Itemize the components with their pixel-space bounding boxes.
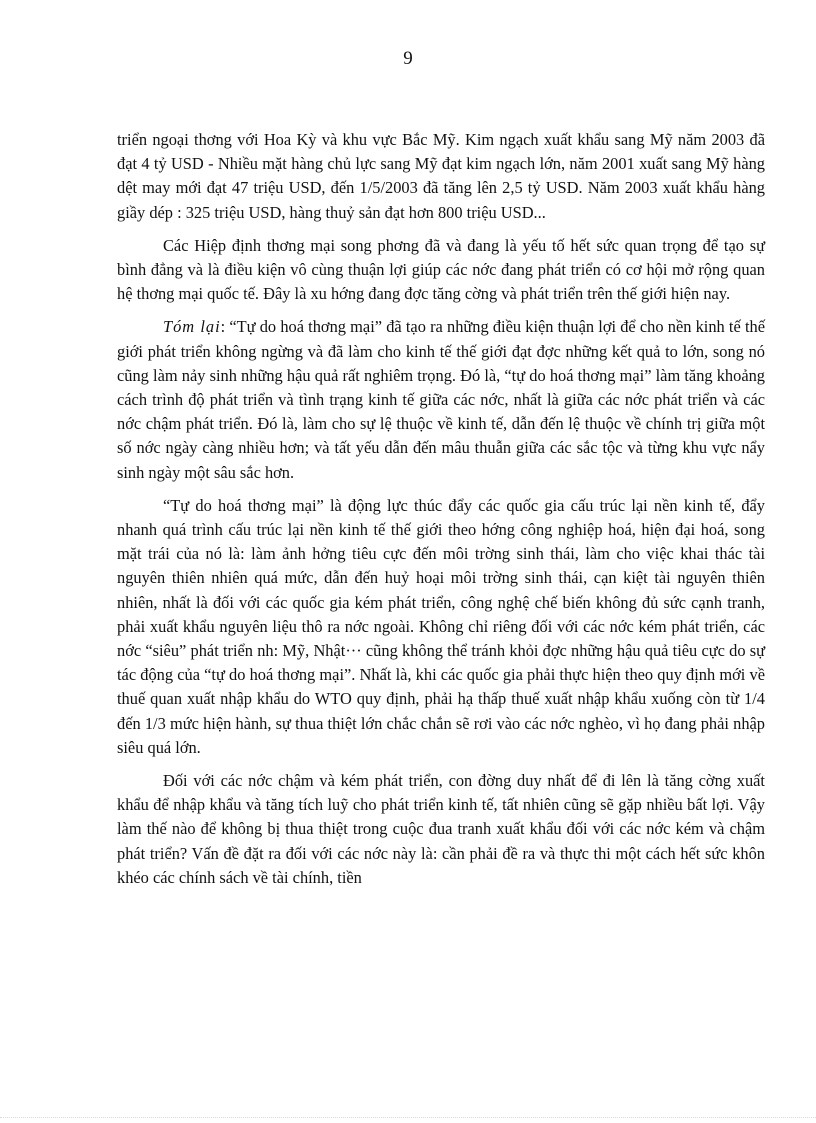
- document-body: [117, 128, 765, 899]
- page-number: 9: [403, 48, 413, 69]
- paragraph-5: Đối với các nớc chậm và kém phát triển, con đờng duy nhất để đi lên là tăng cờng xuất khẩu để nhập khẩu và tăng tích luỹ cho phát triển kinh tế, tất nhiên cũng sẽ gặp nhiều bất lợi. Vậy làm thế nào để không bị thua thiệt trong cuộc đua tranh xuất khẩu đối với các nớc kém và chậm phát triển? Vấn đề đặt ra đối với các nớc này là: cần phải đề ra và thực thi một cách hết sức khôn khéo các chính sách về tài chính, tiền: [117, 771, 765, 887]
- paragraph-3: [117, 315, 765, 484]
- paragraph-1: triển ngoại thơng với Hoa Kỳ và khu vực Bắc Mỹ. Kim ngạch xuất khẩu sang Mỹ năm 2003 đã đạt 4 tỷ USD - Nhiều mặt hàng chủ lực sang Mỹ đạt kim ngạch lớn, năm 2001 xuất sang Mỹ hàng dệt may mới đạt 47 triệu USD, đến 1/5/2003 đã tăng lên 2,5 tỷ USD. Năm 2003 xuất khẩu hàng giầy dép : 325 triệu USD, hàng thuỷ sản đạt hơn 800 triệu USD...: [117, 130, 765, 222]
- summary-lead: Tóm lại: [163, 317, 221, 337]
- paragraph-2: Các Hiệp định thơng mại song phơng đã và đang là yếu tố hết sức quan trọng để tạo sự bình đẳng và là điều kiện vô cùng thuận lợi giúp các nớc đang phát triển có cơ hội mở rộng quan hệ thơng mại quốc tế. Đây là xu hớng đang đợc tăng cờng và phát triển trên thế giới hiện nay.: [117, 235, 765, 304]
- paragraph-3-text: : “Tự do hoá thơng mại” đã tạo ra những điều kiện thuận lợi để cho nền kinh tế thế giới phát triển không ngừng và đã làm cho kinh tế thế giới đạt đợc những kết quả to lớn, song nó cũng làm nảy sinh những hậu quả rất nghiêm trọng. Đó là, “tự do hoá thơng mại” làm tăng khoảng cách trình độ phát triển và tình trạng kinh tế giữa các nớc, nhất là giữa các nớc phát triển và các nớc chậm phát triển. Đó là, làm cho sự lệ thuộc về kinh tế, dẫn đến lệ thuộc về chính trị giữa một số nớc ngày càng nhiều hơn; và tất yếu dẫn đến mâu thuẫn giữa các sắc tộc và từng khu vực nẩy sinh ngày một sâu sắc hơn.: [117, 317, 765, 482]
- paragraph-4: “Tự do hoá thơng mại” là động lực thúc đẩy các quốc gia cấu trúc lại nền kinh tế, đẩy nhanh quá trình cấu trúc lại nền kinh tế thế giới theo hớng công nghiệp hoá, hiện đại hoá, song mặt trái của nó là: làm ảnh hởng tiêu cực đến môi trờng sinh thái, làm cho việc khai thác tài nguyên thiên nhiên quá mức, dẫn đến huỷ hoại môi trờng sinh thái, cạn kiệt tài nguyên thiên nhiên, nhất là đối với các quốc gia kém phát triển, công nghệ chế biến không đủ sức cạnh tranh, phải xuất khẩu nguyên liệu thô ra nớc ngoài. Không chỉ riêng đối với các nớc kém phát triển, các nớc “siêu” phát triển nh: Mỹ, Nhật··· cũng không thể tránh khỏi đợc những hậu quả tiêu cực do sự tác động của “tự do hoá thơng mại”. Nhất là, khi các quốc gia phải thực hiện theo quy định mới về thuế quan xuất nhập khẩu do WTO quy định, phải hạ thấp thuế xuất nhập khẩu xuống còn từ 1/4 đến 1/3 mức hiện hành, sự thua thiệt lớn chắc chắn sẽ rơi vào các nớc nghèo, vì họ đang phải nhập siêu quá lớn.: [117, 495, 765, 757]
- page-bottom-divider: [0, 1117, 816, 1118]
